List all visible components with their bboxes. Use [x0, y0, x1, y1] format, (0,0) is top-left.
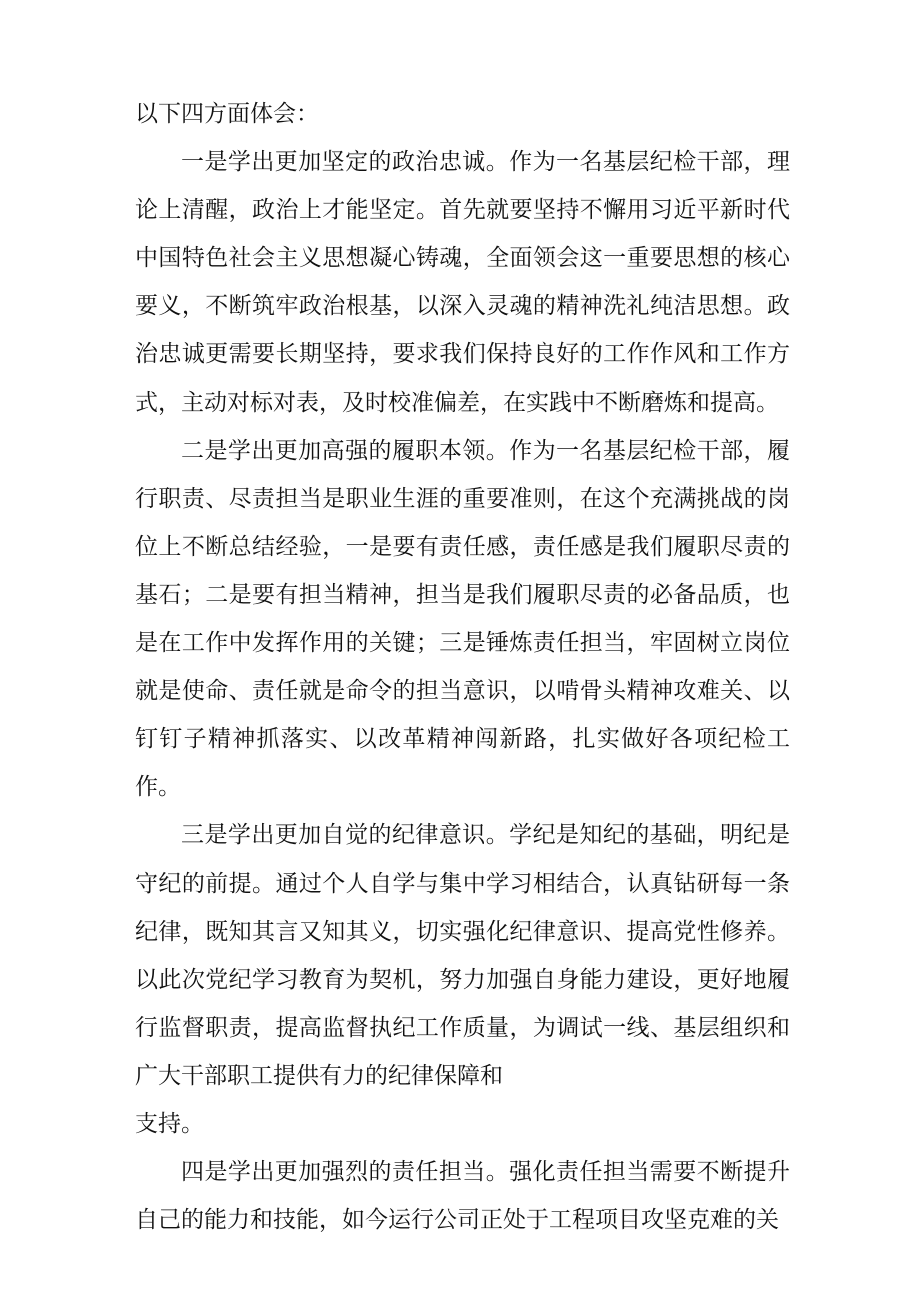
document-body — [135, 90, 790, 1244]
paragraph-responsibility — [135, 1148, 790, 1244]
paragraph-text: 二是学出更加高强的履职本领。作为一名基层纪检干部，履行职责、尽责担当是职业生涯的重要准则，在这个充满挑战的岗位上不断总结经验，一是要有责任感，责任感是我们履职尽责的基石；二是要有担当精神，担当是我们履职尽责的必备品质，也是在工作中发挥作用的关键；三是锤炼责任担当，牢固树立岗位就是使命、责任就是命令的担当意识，以啃骨头精神攻难关、以钉钉子精神抓落实、以改革精神闯新路，扎实做好各项纪检工作。 — [135, 437, 790, 801]
paragraph-text: 三是学出更加自觉的纪律意识。学纪是知纪的基础，明纪是守纪的前提。通过个人自学与集中学习相结合，认真钻研每一条纪律，既知其言又知其义，切实强化纪律意识、提高党性修养。以此次党纪学习教育为契机，努力加强自身能力建设，更好地履行监督职责，提高监督执纪工作质量，为调试一线、基层组织和广大干部职工提供有力的纪律保障和 — [135, 822, 790, 1089]
paragraph-political-loyalty — [135, 138, 790, 427]
paragraph-discipline-awareness — [135, 811, 790, 1148]
paragraph-text: 四是学出更加强烈的责任担当。强化责任担当需要不断提升自己的能力和技能，如今运行公司正处于工程项目攻坚克难的关 — [135, 1159, 790, 1234]
intro-line: 以下四方面体会： — [135, 101, 319, 127]
paragraph-continuation: 支持。 — [135, 1110, 204, 1137]
paragraph-duty-skills — [135, 427, 790, 812]
paragraph-text: 一是学出更加坚定的政治忠诚。作为一名基层纪检干部，理论上清醒，政治上才能坚定。首先就要坚持不懈用习近平新时代中国特色社会主义思想凝心铸魂，全面领会这一重要思想的核心要义，不断筑牢政治根基，以深入灵魂的精神洗礼纯洁思想。政治忠诚更需要长期坚持，要求我们保持良好的工作作风和工作方式，主动对标对表，及时校准偏差，在实践中不断磨炼和提高。 — [135, 149, 790, 416]
